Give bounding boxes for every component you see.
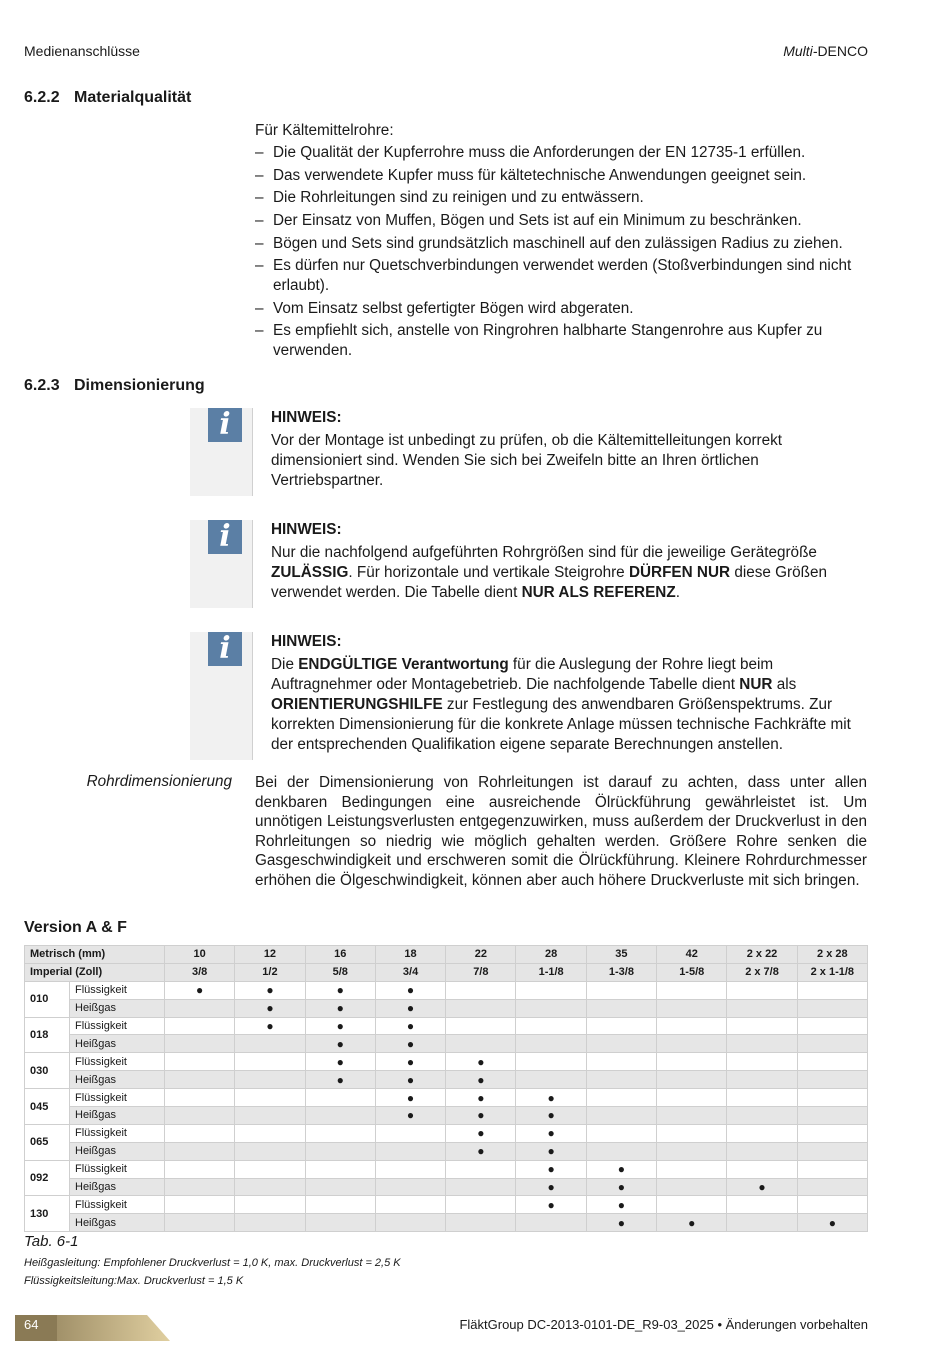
empty-cell [235, 1196, 305, 1214]
header-left: Medienanschlüsse [24, 43, 140, 59]
empty-cell [235, 1214, 305, 1232]
material-requirements-list [255, 143, 875, 364]
approved-dot: ● [516, 1196, 586, 1214]
empty-cell [727, 981, 797, 999]
empty-cell [657, 1035, 727, 1053]
empty-cell [516, 999, 586, 1017]
empty-cell [586, 1071, 656, 1089]
note-icon-panel [190, 408, 253, 496]
column-header: 2 x 1-1/8 [797, 963, 867, 981]
line-type: Heißgas [70, 999, 165, 1017]
approved-dot: ● [446, 1124, 516, 1142]
line-type: Flüssigkeit [70, 1160, 165, 1178]
empty-cell [165, 1142, 235, 1160]
note-text-run: . [675, 584, 680, 601]
empty-cell [657, 1053, 727, 1071]
empty-cell [657, 1196, 727, 1214]
empty-cell [446, 1214, 516, 1232]
empty-cell [727, 1053, 797, 1071]
header-right-italic: Multi- [783, 43, 818, 59]
empty-cell [797, 1160, 867, 1178]
approved-dot: ● [375, 1071, 445, 1089]
table-header-row [25, 963, 868, 981]
empty-cell [657, 999, 727, 1017]
column-header: 16 [305, 946, 375, 964]
empty-cell [797, 1089, 867, 1107]
note-emphasis: ZULÄSSIG [271, 564, 349, 581]
empty-cell [235, 1124, 305, 1142]
empty-cell [657, 1178, 727, 1196]
table-row [25, 1035, 868, 1053]
approved-dot: ● [446, 1071, 516, 1089]
empty-cell [727, 1107, 797, 1125]
pipe-dimensioning-paragraph: Bei der Dimensionierung von Rohrleitungen ist darauf zu achten, dass unter allen denkbaren Bedingungen eine ausreichende Ölrückführung gewährleistet ist. Um unnötigen Leistungsverlusten entgegenzuwirken, muss außerdem der Druckverlust in den Rohrleitungen so niedrig wie möglich gehalten werden. Größere Rohre senken die Gasgeschwindigkeit und erschweren somit die Ölrückführung. Kleinere Rohrdurchmesser erhöhen die Ölgeschwindigkeit, können aber auch höhere Druckverluste mit sich bringen. [255, 774, 867, 889]
model-size: 130 [25, 1196, 70, 1232]
empty-cell [375, 1142, 445, 1160]
table-caption: Tab. 6-1 [24, 1233, 79, 1250]
approved-dot: ● [375, 1053, 445, 1071]
approved-dot: ● [235, 1017, 305, 1035]
approved-dot: ● [586, 1214, 656, 1232]
empty-cell [657, 1124, 727, 1142]
info-icon: i [208, 632, 242, 666]
note-title: HINWEIS: [271, 521, 342, 538]
approved-dot: ● [235, 981, 305, 999]
approved-dot: ● [516, 1107, 586, 1125]
column-header: 35 [586, 946, 656, 964]
note-text [271, 655, 871, 755]
empty-cell [235, 1107, 305, 1125]
empty-cell [446, 1017, 516, 1035]
column-header: 3/4 [375, 963, 445, 981]
empty-cell [727, 1214, 797, 1232]
empty-cell [727, 1196, 797, 1214]
empty-cell [797, 981, 867, 999]
list-item: – Das verwendete Kupfer muss für kältetechnische Anwendungen geeignet sein. [255, 166, 875, 186]
empty-cell [375, 1178, 445, 1196]
empty-cell [516, 1035, 586, 1053]
line-type: Flüssigkeit [70, 1196, 165, 1214]
empty-cell [657, 981, 727, 999]
empty-cell [727, 1035, 797, 1053]
note-icon-panel [190, 520, 253, 608]
footnote: Heißgasleitung: Empfohlener Druckverlust = 1,0 K, max. Druckverlust = 2,5 K [24, 1257, 401, 1269]
empty-cell [657, 1071, 727, 1089]
table-row [25, 1196, 868, 1214]
empty-cell [586, 981, 656, 999]
note-emphasis: NUR [739, 676, 773, 693]
approved-dot: ● [305, 1017, 375, 1035]
approved-dot: ● [375, 1017, 445, 1035]
table-row [25, 1089, 868, 1107]
empty-cell [586, 1089, 656, 1107]
empty-cell [446, 1035, 516, 1053]
approved-dot: ● [657, 1214, 727, 1232]
page-number: 64 [24, 1317, 39, 1332]
section-number: 6.2.2 [24, 89, 60, 106]
column-header: 3/8 [165, 963, 235, 981]
model-size: 065 [25, 1124, 70, 1160]
empty-cell [165, 1107, 235, 1125]
empty-cell [797, 1107, 867, 1125]
column-header: 2 x 22 [727, 946, 797, 964]
empty-cell [797, 1017, 867, 1035]
model-size: 018 [25, 1017, 70, 1053]
empty-cell [165, 1053, 235, 1071]
line-type: Heißgas [70, 1071, 165, 1089]
note-text-run: Die [271, 656, 299, 673]
approved-dot: ● [305, 1053, 375, 1071]
model-size: 030 [25, 1053, 70, 1089]
empty-cell [797, 1196, 867, 1214]
empty-cell [375, 1196, 445, 1214]
approved-dot: ● [446, 1089, 516, 1107]
column-header: 12 [235, 946, 305, 964]
info-icon: i [208, 520, 242, 554]
line-type: Flüssigkeit [70, 1017, 165, 1035]
table-row [25, 1017, 868, 1035]
empty-cell [305, 1107, 375, 1125]
line-type: Flüssigkeit [70, 1124, 165, 1142]
empty-cell [165, 1071, 235, 1089]
empty-cell [235, 1071, 305, 1089]
empty-cell [305, 1142, 375, 1160]
note-text-run: zur Festlegung des anwendbaren Größenspektrums. Zur korrekten Dimensionierung für die konkrete Anlage müssen technische Fachkräfte mit der entsprechenden Qualifikation eigene separate Berechnungen anstellen. [271, 696, 851, 753]
empty-cell [727, 1160, 797, 1178]
column-header: 1/2 [235, 963, 305, 981]
empty-cell [586, 1142, 656, 1160]
empty-cell [305, 1089, 375, 1107]
empty-cell [375, 1214, 445, 1232]
empty-cell [797, 1053, 867, 1071]
table-row [25, 1107, 868, 1125]
empty-cell [446, 999, 516, 1017]
empty-cell [446, 1196, 516, 1214]
approved-dot: ● [446, 1107, 516, 1125]
empty-cell [235, 1035, 305, 1053]
note-text-run: diese Größen verwendet werden. Die Tabelle dient [271, 564, 828, 601]
approved-dot: ● [375, 999, 445, 1017]
footnote: Flüssigkeitsleitung:Max. Druckverlust = 1,5 K [24, 1275, 244, 1287]
model-size: 045 [25, 1089, 70, 1125]
column-header: 42 [657, 946, 727, 964]
empty-cell [305, 1124, 375, 1142]
empty-cell [235, 1142, 305, 1160]
empty-cell [586, 1053, 656, 1071]
empty-cell [727, 1142, 797, 1160]
column-header: 10 [165, 946, 235, 964]
empty-cell [586, 1035, 656, 1053]
empty-cell [305, 1196, 375, 1214]
note-text [271, 543, 871, 603]
column-header-label: Imperial (Zoll) [25, 963, 165, 981]
list-item: – Es dürfen nur Quetschverbindungen verwendet werden (Stoßverbindungen sind nicht erlaubt). [255, 256, 875, 295]
approved-dot: ● [375, 1089, 445, 1107]
empty-cell [165, 1089, 235, 1107]
list-item: – Es empfiehlt sich, anstelle von Ringrohren halbharte Stangenrohre aus Kupfer zu verwenden. [255, 321, 875, 360]
approved-dot: ● [586, 1196, 656, 1214]
note-text-run: Vor der Montage ist unbedingt zu prüfen, ob die Kältemittelleitungen korrekt dimensioniert sind. Wenden Sie sich bei Zweifeln bitte an Ihren örtlichen Vertriebspartner. [271, 432, 783, 489]
empty-cell [516, 1071, 586, 1089]
approved-dot: ● [375, 1035, 445, 1053]
approved-dot: ● [446, 1053, 516, 1071]
empty-cell [235, 1053, 305, 1071]
empty-cell [586, 1107, 656, 1125]
approved-dot: ● [165, 981, 235, 999]
approved-dot: ● [235, 999, 305, 1017]
table-row [25, 1071, 868, 1089]
note-text-run: für die Auslegung der Rohre liegt beim Auftragnehmer oder Montagebetrieb. Die nachfolgende Tabelle dient [271, 656, 774, 693]
line-type: Heißgas [70, 1178, 165, 1196]
table-row [25, 1178, 868, 1196]
column-header: 2 x 7/8 [727, 963, 797, 981]
table-row [25, 999, 868, 1017]
empty-cell [657, 1160, 727, 1178]
approved-dot: ● [797, 1214, 867, 1232]
section-number: 6.2.3 [24, 377, 60, 394]
approved-dot: ● [375, 1107, 445, 1125]
approved-dot: ● [516, 1124, 586, 1142]
empty-cell [165, 1035, 235, 1053]
empty-cell [727, 999, 797, 1017]
empty-cell [727, 1089, 797, 1107]
empty-cell [727, 1017, 797, 1035]
empty-cell [235, 1089, 305, 1107]
list-item: – Bögen und Sets sind grundsätzlich maschinell auf den zulässigen Radius zu ziehen. [255, 234, 875, 254]
table-row [25, 1160, 868, 1178]
empty-cell [797, 1071, 867, 1089]
approved-dot: ● [516, 1178, 586, 1196]
empty-cell [797, 1142, 867, 1160]
approved-dot: ● [727, 1178, 797, 1196]
empty-cell [586, 1124, 656, 1142]
empty-cell [165, 999, 235, 1017]
list-item: – Die Qualität der Kupferrohre muss die Anforderungen der EN 12735-1 erfüllen. [255, 143, 875, 163]
column-header: 1-5/8 [657, 963, 727, 981]
table-header-row [25, 946, 868, 964]
empty-cell [446, 1160, 516, 1178]
empty-cell [586, 999, 656, 1017]
table-row [25, 1142, 868, 1160]
column-header: 1-1/8 [516, 963, 586, 981]
footer-document-info: FläktGroup DC-2013-0101-DE_R9-03_2025 • Änderungen vorbehalten [459, 1317, 868, 1332]
table-row [25, 981, 868, 999]
empty-cell [797, 1124, 867, 1142]
empty-cell [516, 1017, 586, 1035]
section-title: Dimensionierung [74, 377, 205, 394]
approved-dot: ● [446, 1142, 516, 1160]
approved-dot: ● [305, 999, 375, 1017]
column-header: 2 x 28 [797, 946, 867, 964]
line-type: Heißgas [70, 1035, 165, 1053]
empty-cell [165, 1124, 235, 1142]
column-header: 1-3/8 [586, 963, 656, 981]
note-text-run: als [772, 676, 797, 693]
note-text [271, 431, 871, 491]
empty-cell [165, 1017, 235, 1035]
approved-dot: ● [516, 1160, 586, 1178]
margin-label: Rohrdimensionierung [86, 773, 232, 790]
empty-cell [165, 1196, 235, 1214]
empty-cell [657, 1089, 727, 1107]
empty-cell [305, 1214, 375, 1232]
empty-cell [797, 999, 867, 1017]
approved-dot: ● [305, 1035, 375, 1053]
approved-dot: ● [375, 981, 445, 999]
info-icon: i [208, 408, 242, 442]
approved-dot: ● [516, 1089, 586, 1107]
header-right-normal: DENCO [817, 43, 868, 59]
list-item: – Die Rohrleitungen sind zu reinigen und zu entwässern. [255, 188, 875, 208]
note-icon-panel [190, 632, 253, 760]
empty-cell [516, 981, 586, 999]
note-emphasis: ORIENTIERUNGSHILFE [271, 696, 443, 713]
empty-cell [797, 1178, 867, 1196]
empty-cell [516, 1053, 586, 1071]
empty-cell [305, 1178, 375, 1196]
line-type: Heißgas [70, 1107, 165, 1125]
empty-cell [516, 1214, 586, 1232]
empty-cell [657, 1142, 727, 1160]
model-size: 010 [25, 981, 70, 1017]
table-row [25, 1214, 868, 1232]
column-header: 7/8 [446, 963, 516, 981]
empty-cell [375, 1124, 445, 1142]
column-header: 28 [516, 946, 586, 964]
table-row [25, 1053, 868, 1071]
line-type: Heißgas [70, 1214, 165, 1232]
empty-cell [375, 1160, 445, 1178]
column-header: 18 [375, 946, 445, 964]
note-emphasis: DÜRFEN NUR [628, 564, 731, 581]
note-text-run: . Für horizontale und vertikale Steigrohre [348, 564, 629, 581]
approved-dot: ● [305, 1071, 375, 1089]
list-intro: Für Kältemittelrohre: [255, 122, 394, 139]
note-title: HINWEIS: [271, 409, 342, 426]
list-item: – Vom Einsatz selbst gefertigter Bögen wird abgeraten. [255, 299, 875, 319]
column-header: 22 [446, 946, 516, 964]
empty-cell [165, 1178, 235, 1196]
pipe-size-table [24, 945, 868, 1232]
table-row [25, 1124, 868, 1142]
header-right [783, 43, 868, 59]
column-header: 5/8 [305, 963, 375, 981]
column-header-label: Metrisch (mm) [25, 946, 165, 964]
empty-cell [235, 1160, 305, 1178]
section-title: Materialqualität [74, 89, 192, 106]
empty-cell [727, 1124, 797, 1142]
empty-cell [586, 1017, 656, 1035]
list-item: – Der Einsatz von Muffen, Bögen und Sets ist auf ein Minimum zu beschränken. [255, 211, 875, 231]
empty-cell [165, 1160, 235, 1178]
empty-cell [727, 1071, 797, 1089]
note-emphasis: ENDGÜLTIGE Verantwortung [298, 656, 509, 673]
model-size: 092 [25, 1160, 70, 1196]
empty-cell [235, 1178, 305, 1196]
approved-dot: ● [586, 1178, 656, 1196]
approved-dot: ● [586, 1160, 656, 1178]
note-emphasis: NUR ALS REFERENZ [521, 584, 676, 601]
empty-cell [797, 1035, 867, 1053]
empty-cell [165, 1214, 235, 1232]
line-type: Flüssigkeit [70, 1089, 165, 1107]
note-title: HINWEIS: [271, 633, 342, 650]
empty-cell [657, 1017, 727, 1035]
section-heading-material [24, 89, 191, 107]
approved-dot: ● [305, 981, 375, 999]
empty-cell [446, 1178, 516, 1196]
line-type: Flüssigkeit [70, 981, 165, 999]
empty-cell [305, 1160, 375, 1178]
section-heading-dimensioning [24, 377, 205, 395]
empty-cell [446, 981, 516, 999]
line-type: Heißgas [70, 1142, 165, 1160]
approved-dot: ● [516, 1142, 586, 1160]
empty-cell [657, 1107, 727, 1125]
note-text-run: Nur die nachfolgend aufgeführten Rohrgrößen sind für die jeweilige Gerätegröße [271, 544, 817, 561]
version-heading: Version A & F [24, 919, 127, 936]
line-type: Flüssigkeit [70, 1053, 165, 1071]
